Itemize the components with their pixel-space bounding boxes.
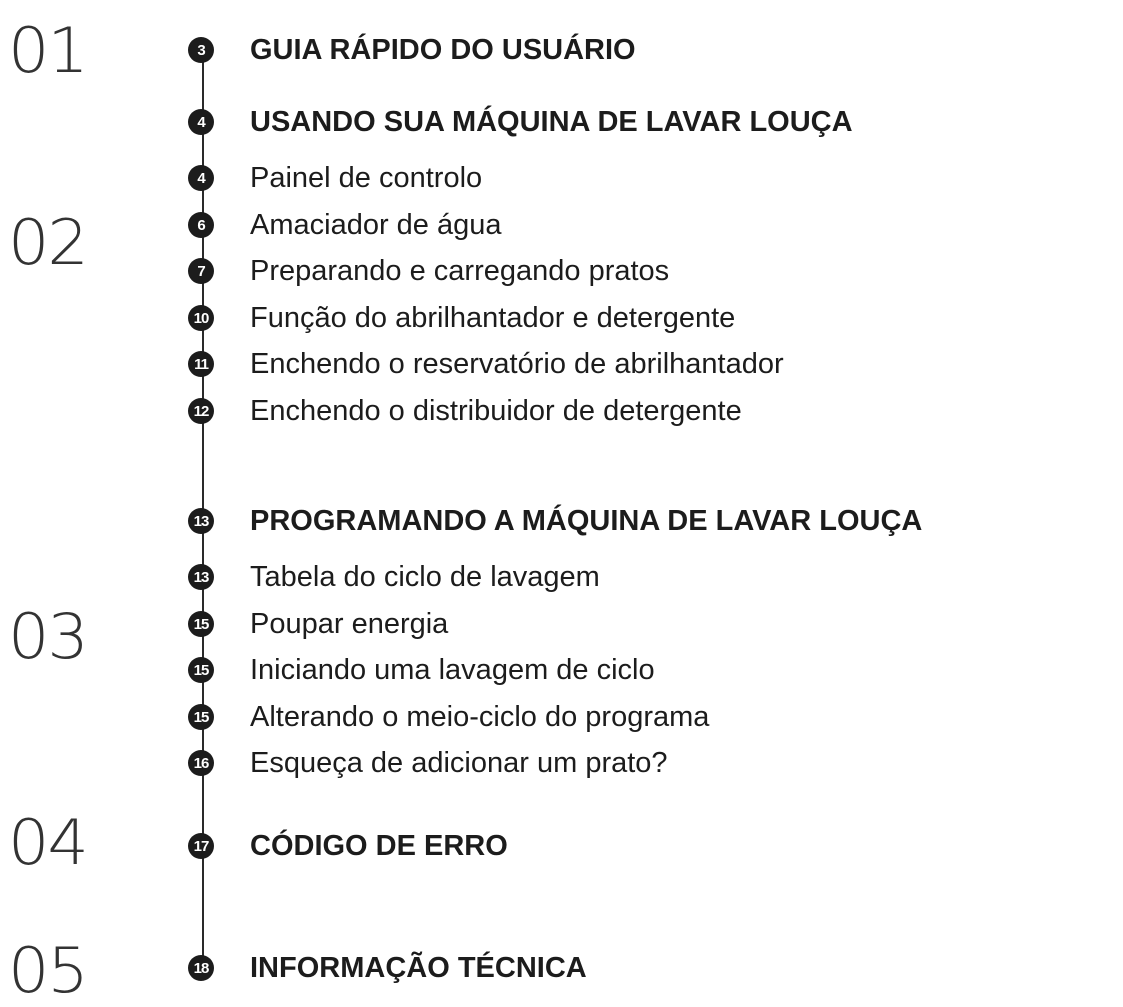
toc-entry-iniciando[interactable] <box>188 653 655 687</box>
toc-subitem: Função do abrilhantador e detergente <box>250 301 736 334</box>
toc-entry-tabela[interactable] <box>188 560 600 594</box>
toc-subitem: Amaciador de água <box>250 208 502 241</box>
page-badge: 13 <box>188 508 214 534</box>
toc-entry-usando[interactable] <box>188 105 853 139</box>
toc-heading: USANDO SUA MÁQUINA DE LAVAR LOUÇA <box>250 105 853 138</box>
toc-subitem: Tabela do ciclo de lavagem <box>250 560 600 593</box>
page-badge: 16 <box>188 750 214 776</box>
page-badge: 13 <box>188 564 214 590</box>
toc-entry-enchendo-reservatorio[interactable] <box>188 347 784 381</box>
toc-subitem: Enchendo o reservatório de abrilhantador <box>250 347 784 380</box>
page-badge: 15 <box>188 611 214 637</box>
toc-heading: PROGRAMANDO A MÁQUINA DE LAVAR LOUÇA <box>250 504 923 537</box>
page-badge: 10 <box>188 305 214 331</box>
toc-entry-informacao-tecnica[interactable] <box>188 951 587 985</box>
toc-subitem: Poupar energia <box>250 607 449 640</box>
toc-entry-enchendo-distribuidor[interactable] <box>188 394 742 428</box>
toc-entry-painel[interactable] <box>188 161 482 195</box>
page-badge: 4 <box>188 165 214 191</box>
page-badge: 7 <box>188 258 214 284</box>
toc-heading: CÓDIGO DE ERRO <box>250 829 508 862</box>
toc-entry-esqueca[interactable] <box>188 746 668 780</box>
toc-subitem: Enchendo o distribuidor de detergente <box>250 394 742 427</box>
page-badge: 15 <box>188 704 214 730</box>
page-badge: 15 <box>188 657 214 683</box>
toc-subitem: Preparando e carregando pratos <box>250 254 670 287</box>
toc-entry-amaciador[interactable] <box>188 208 502 242</box>
toc-entry-programando[interactable] <box>188 504 922 538</box>
page-badge: 3 <box>188 37 214 63</box>
toc-heading: INFORMAÇÃO TÉCNICA <box>250 951 587 984</box>
page-badge: 6 <box>188 212 214 238</box>
toc-heading: GUIA RÁPIDO DO USUÁRIO <box>250 33 636 66</box>
toc-subitem: Alterando o meio-ciclo do programa <box>250 700 710 733</box>
toc-subitem: Esqueça de adicionar um prato? <box>250 746 668 779</box>
page-badge: 12 <box>188 398 214 424</box>
section-number-05: 05 <box>8 934 87 1007</box>
section-number-04: 04 <box>8 806 87 879</box>
page-badge: 17 <box>188 833 214 859</box>
section-number-03: 03 <box>8 600 87 673</box>
page-badge: 11 <box>188 351 214 377</box>
section-number-02: 02 <box>8 206 87 279</box>
toc-entry-codigo-erro[interactable] <box>188 829 508 863</box>
toc-entry-preparando[interactable] <box>188 254 669 288</box>
page-badge: 18 <box>188 955 214 981</box>
toc-entry-funcao[interactable] <box>188 301 735 335</box>
toc-entry-poupar[interactable] <box>188 607 448 641</box>
toc-entry-guia-rapido[interactable] <box>188 33 636 67</box>
toc-subitem: Iniciando uma lavagem de ciclo <box>250 653 655 686</box>
section-number-01: 01 <box>8 14 87 87</box>
toc-subitem: Painel de controlo <box>250 161 483 194</box>
page-badge: 4 <box>188 109 214 135</box>
toc-entry-alterando[interactable] <box>188 700 709 734</box>
